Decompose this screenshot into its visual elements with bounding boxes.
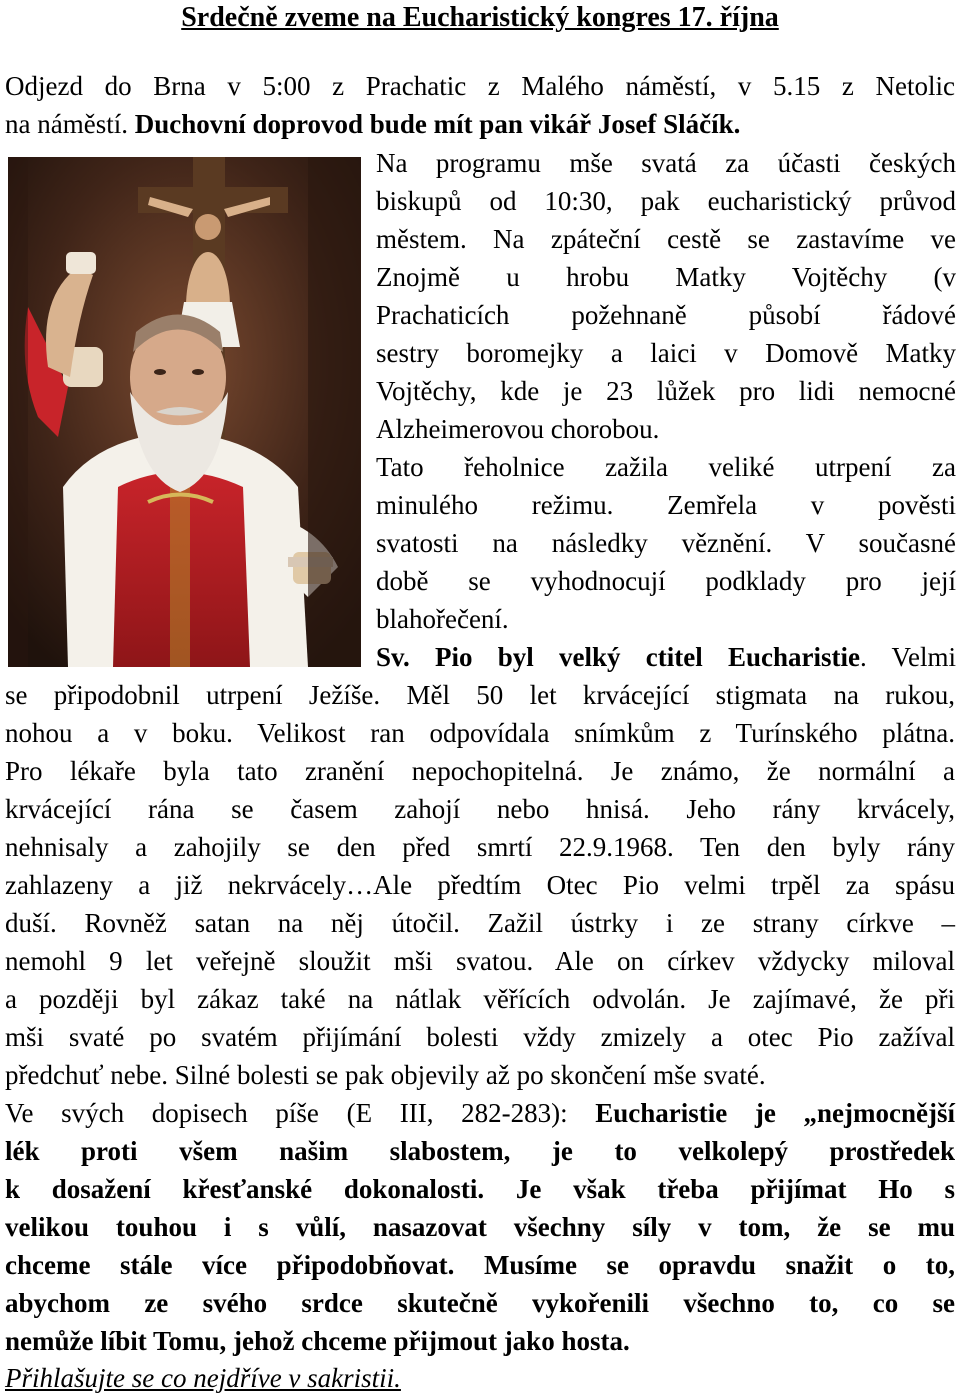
body-line: a později byl zákaz také na nátlak věřících odvolán. Je zajímavé, že při xyxy=(5,984,955,1014)
side-line xyxy=(376,641,956,673)
side-line: Prachaticích požehnaně působí řádové xyxy=(376,300,956,330)
side-line: Na programu mše svatá za účasti českých xyxy=(376,148,956,178)
side-line: minulého režimu. Zemřela v pověsti xyxy=(376,490,956,520)
closing-note xyxy=(5,1362,955,1394)
body-line: se připodobnil utrpení Ježíše. Měl 50 let krvácející stigmata na rukou, xyxy=(5,680,955,710)
intro-line xyxy=(5,108,955,140)
quote-line: chceme stále více připodobňovat. Musíme se opravdu snažit o to, xyxy=(5,1250,955,1280)
body-line: nohou a v boku. Velikost ran odpovídala snímkům z Turínského plátna. xyxy=(5,718,955,748)
intro-line: Odjezd do Brna v 5:00 z Prachatic z Malého náměstí, v 5.15 z Netolic xyxy=(5,71,955,101)
body-line: nemohl 9 let veřejně sloužit mši svatou. Ale on církev vždycky miloval xyxy=(5,946,955,976)
intro-text: na náměstí. xyxy=(5,109,135,139)
body-line: zahlazeny a již nekrvácely…Ale předtím Otec Pio velmi trpěl za spásu xyxy=(5,870,955,900)
body-text: Ve svých dopisech píše (E III, 282-283): xyxy=(5,1098,596,1128)
side-text: . Velmi xyxy=(859,642,956,672)
body-line: mši svaté po svatém přijímání bolesti vždy zmizely a otec Pio zažíval xyxy=(5,1022,955,1052)
side-line: Alzheimerovou chorobou. xyxy=(376,414,660,444)
closing-text: Přihlašujte se co nejdříve v sakristii. xyxy=(5,1363,401,1393)
side-line: Tato řeholnice zažila veliké utrpení za xyxy=(376,452,956,482)
side-line: blahořečení. xyxy=(376,604,509,634)
intro-bold-text: Duchovní doprovod bude mít pan vikář Josef Sláčík. xyxy=(134,109,741,139)
side-line: biskupů od 10:30, pak eucharistický průvod xyxy=(376,186,956,216)
quote-line: nemůže líbit Tomu, jehož chceme přijmout jako hosta. xyxy=(5,1326,630,1356)
side-line: sestry boromejky a laici v Domově Matky xyxy=(376,338,956,368)
page-title: Srdečně zveme na Eucharistický kongres 17. října xyxy=(181,2,779,33)
side-line: Znojmě u hrobu Matky Vojtěchy (v xyxy=(376,262,956,292)
padre-pio-photo xyxy=(8,157,361,667)
body-line: předchuť nebe. Silné bolesti se pak objevily až po skončení mše svaté. xyxy=(5,1060,766,1090)
body-line: nehnisaly a zahojily se den před smrtí 22.9.1968. Ten den byly rány xyxy=(5,832,955,862)
quote-line: k dosažení křesťanské dokonalosti. Je však třeba přijímat Ho s xyxy=(5,1174,955,1204)
side-line: městem. Na zpáteční cestě se zastavíme ve xyxy=(376,224,956,254)
body-line: krvácející rána se časem zahojí nebo hnisá. Jeho rány krvácely, xyxy=(5,794,955,824)
body-line: duší. Rovněž satan na něj útočil. Zažil ústrky i ze strany církve – xyxy=(5,908,955,938)
body-line xyxy=(5,1097,955,1129)
quote-line: abychom ze svého srdce skutečně vykořenili všechno to, co se xyxy=(5,1288,955,1318)
side-line: Vojtěchy, kde je 23 lůžek pro lidi nemocné xyxy=(376,376,956,406)
quote-line: lék proti všem našim slabostem, je to velkolepý prostředek xyxy=(5,1136,955,1166)
padre-pio-photo-illustration xyxy=(8,157,361,667)
quote-bold-text: Eucharistie je „nejmocnější xyxy=(595,1098,955,1128)
quote-line: velikou touhou i s vůlí, nasazovat všechny síly v tom, že se mu xyxy=(5,1212,955,1242)
side-line: době se vyhodnocují podklady pro její xyxy=(376,566,956,596)
side-line: svatosti na následky věznění. V současné xyxy=(376,528,956,558)
bold-phrase: Sv. Pio byl velký ctitel Eucharistie xyxy=(376,642,860,672)
body-line: Pro lékaře byla tato zranění nepochopitelná. Je známo, že normální a xyxy=(5,756,955,786)
